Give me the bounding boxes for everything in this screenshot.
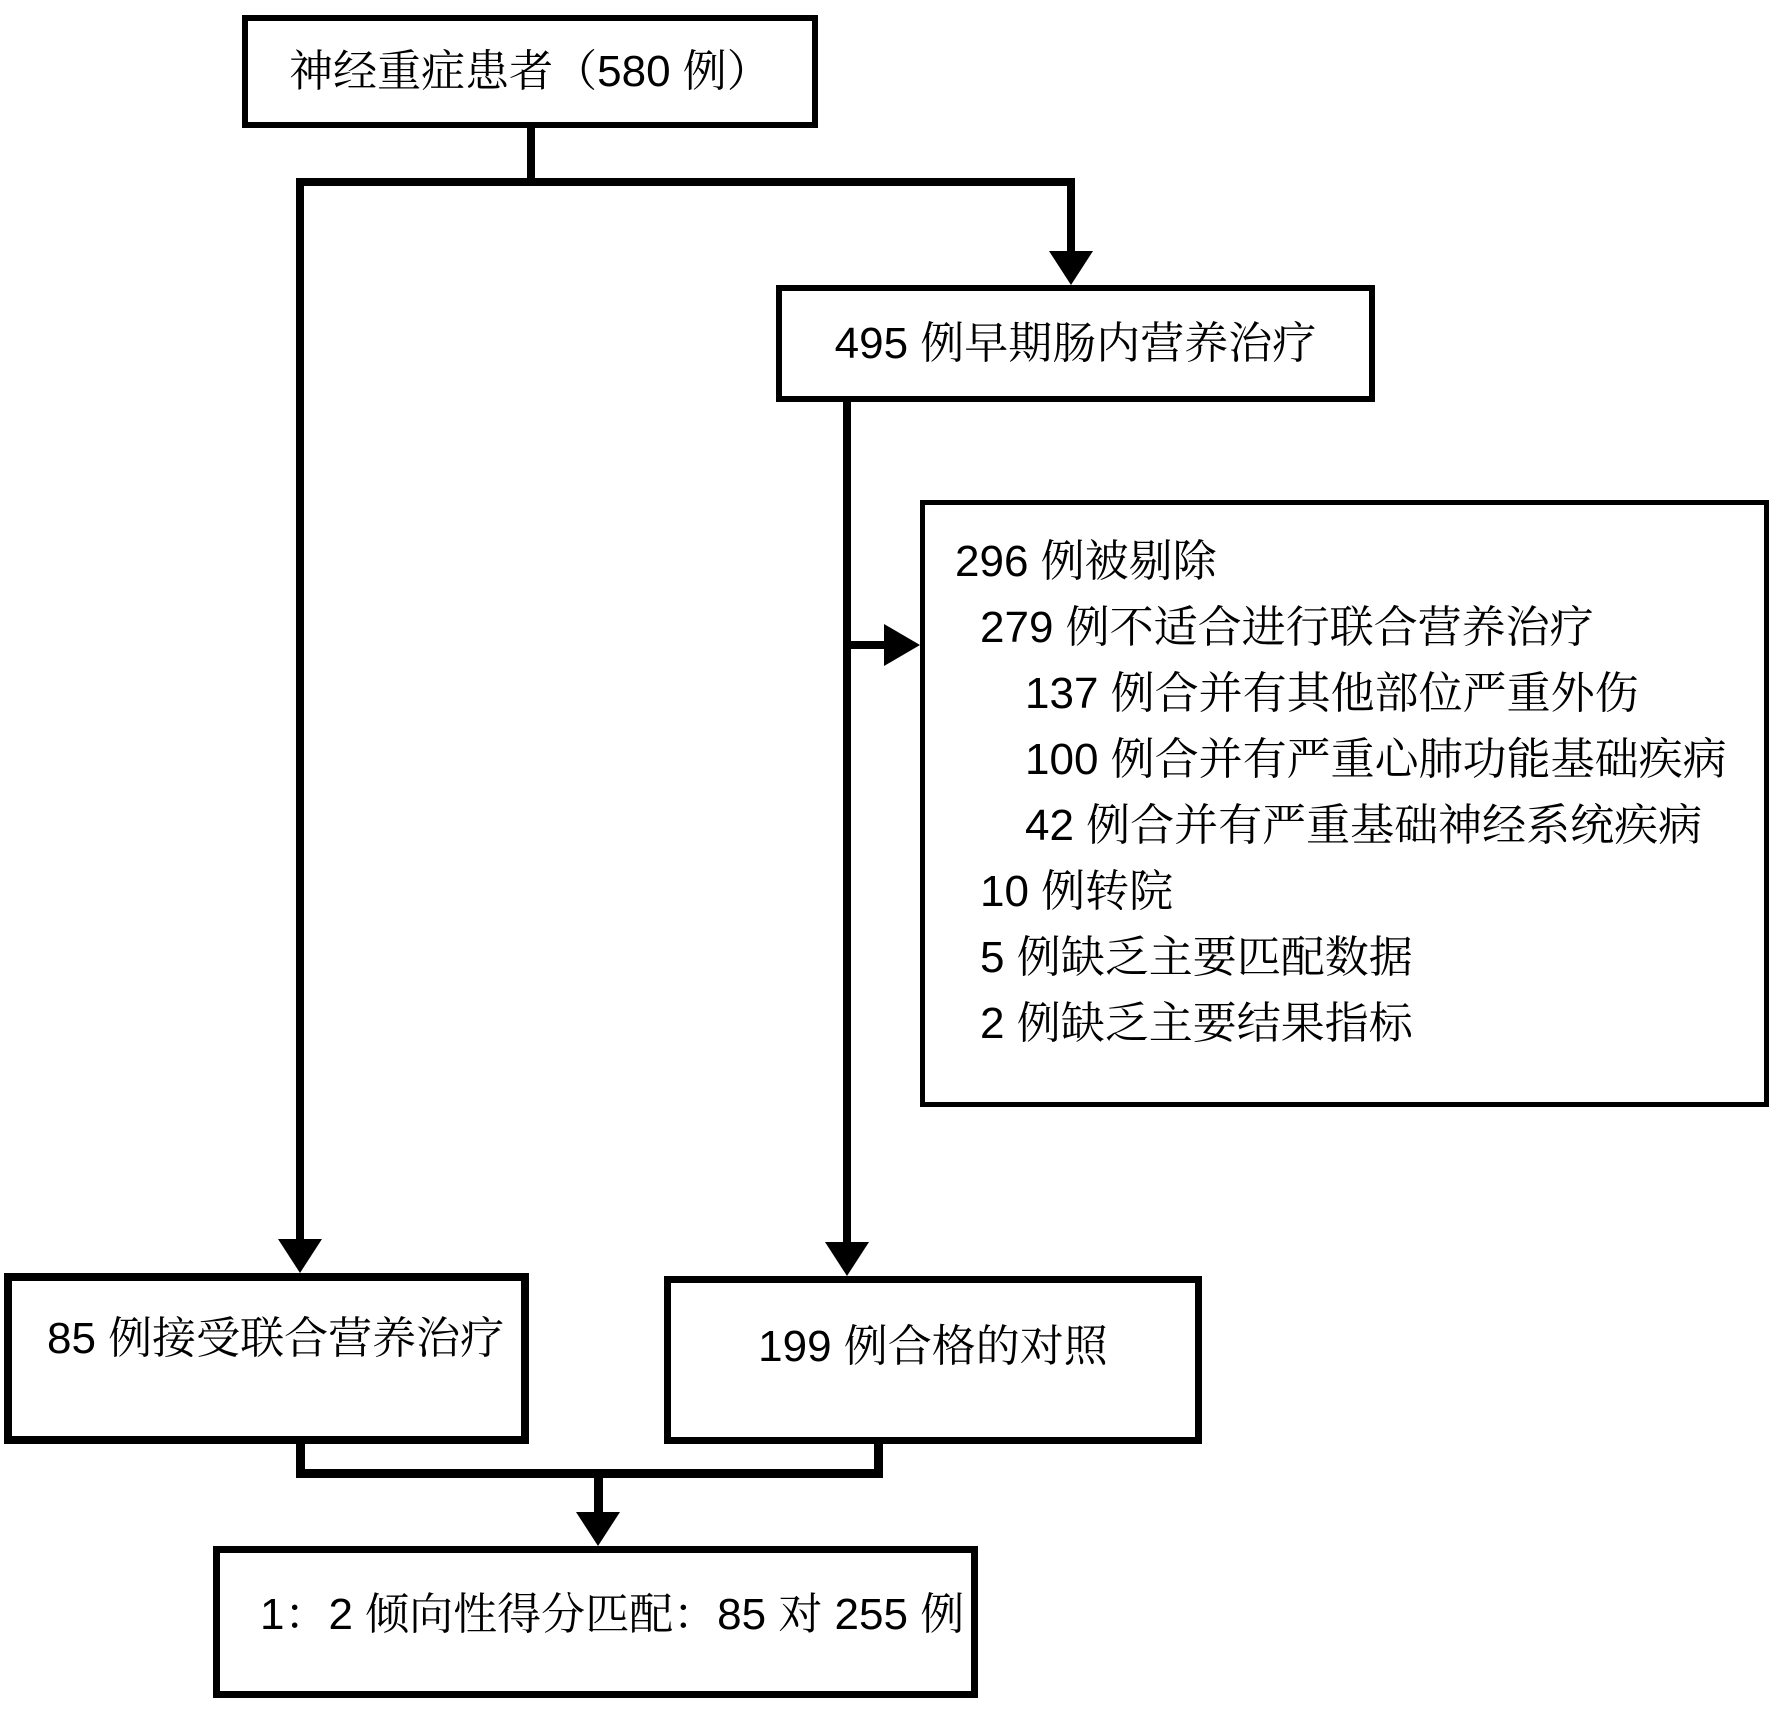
excluded-line: 100 例合并有严重心肺功能基础疾病 (1025, 735, 1727, 784)
box-eligible-control (664, 1276, 1202, 1444)
excluded-line: 279 例不适合进行联合营养治疗 (980, 603, 1594, 652)
excluded-line: 5 例缺乏主要匹配数据 (980, 933, 1413, 982)
box-total-patients-label: 神经重症患者（580 例） (289, 47, 771, 96)
arrowhead-into-excluded-icon (884, 624, 920, 666)
excluded-line: 137 例合并有其他部位严重外伤 (1025, 669, 1639, 718)
box-propensity-matched (213, 1546, 978, 1698)
excluded-line: 2 例缺乏主要结果指标 (980, 999, 1413, 1048)
excluded-line: 10 例转院 (980, 867, 1174, 916)
arrowhead-into-early-enteral-icon (1049, 251, 1093, 285)
excluded-line: 296 例被剔除 (955, 537, 1217, 586)
box-early-enteral (776, 285, 1375, 402)
arrowhead-into-control-icon (825, 1242, 869, 1276)
box-total-patients (242, 15, 818, 128)
connector-early-enteral-down-vline (843, 402, 851, 1245)
box-propensity-matched-label: 1：2 倾向性得分匹配：85 对 255 例 (260, 1590, 965, 1639)
box-combined-nutrition-label: 85 例接受联合营养治疗 (47, 1314, 505, 1363)
connector-excluded-branch-hline (847, 641, 887, 649)
box-combined-nutrition (4, 1273, 529, 1444)
connector-right-branch-vline (1067, 178, 1075, 254)
connector-split-hline (296, 178, 1075, 186)
arrowhead-into-combined-icon (278, 1239, 322, 1273)
box-eligible-control-label: 199 例合格的对照 (758, 1322, 1108, 1371)
excluded-line: 42 例合并有严重基础神经系统疾病 (1025, 801, 1703, 850)
box-excluded (920, 500, 1769, 1107)
arrowhead-into-matched-icon (576, 1512, 620, 1546)
box-early-enteral-label: 495 例早期肠内营养治疗 (834, 319, 1317, 368)
connector-merge-down-vline (594, 1469, 603, 1517)
connector-left-branch-vline (296, 178, 304, 1240)
connector-merge-hline (296, 1469, 883, 1478)
